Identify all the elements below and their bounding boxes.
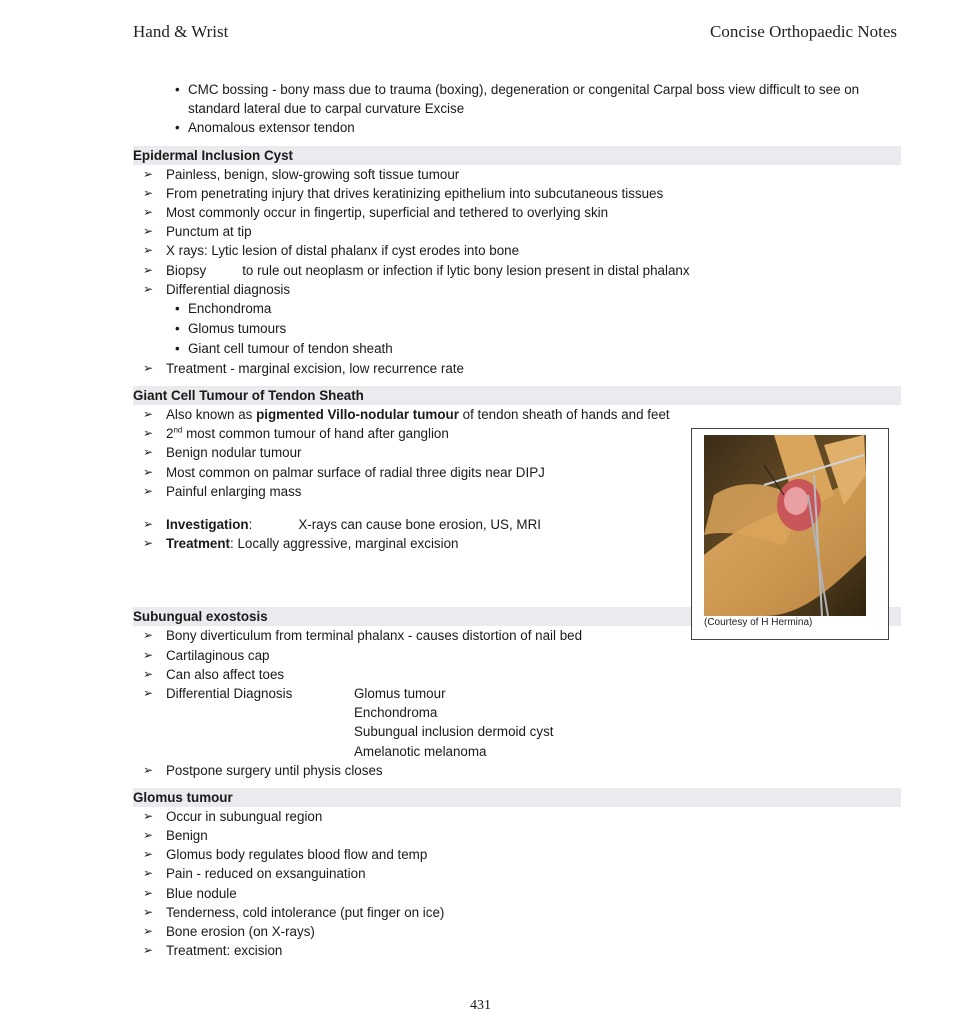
arrow-icon: ➢ xyxy=(143,185,154,200)
arrow-icon: ➢ xyxy=(143,360,154,375)
surgical-photo-drawing xyxy=(704,435,866,616)
list-item: ➢ Tenderness, cold intolerance (put finger on ice) xyxy=(133,903,901,922)
arrow-icon: ➢ xyxy=(143,166,154,181)
arrow-icon: ➢ xyxy=(143,464,154,479)
list-item: ➢ Cartilaginous cap xyxy=(133,646,901,665)
list-item: ➢ Bony diverticulum from terminal phalanx - causes distortion of nail bed xyxy=(133,626,901,645)
arrow-icon: ➢ xyxy=(143,924,154,939)
list-item: ➢ Occur in subungual region xyxy=(133,807,901,826)
list-item: ➢ Punctum at tip xyxy=(133,222,901,241)
arrow-icon: ➢ xyxy=(143,808,154,823)
ddx-entry: Amelanotic melanoma xyxy=(354,743,487,759)
list-item: ➢ 2nd most common tumour of hand after ganglion xyxy=(133,424,901,443)
sub-list-item: • Glomus tumours xyxy=(133,319,901,339)
list-item: ➢ Glomus body regulates blood flow and temp xyxy=(133,845,901,864)
intro-bullet-continuation: standard lateral due to carpal curvature Excise xyxy=(188,101,465,117)
bullet-dot: • xyxy=(175,82,180,97)
section-heading-subungual: Subungual exostosis xyxy=(133,607,901,626)
sub-list-item: • Enchondroma xyxy=(133,299,901,319)
arrow-icon: ➢ xyxy=(143,666,154,681)
section-heading-glomus: Glomus tumour xyxy=(133,788,901,807)
arrow-icon: ➢ xyxy=(143,685,154,700)
list-item-treatment: ➢ Treatment: Locally aggressive, marginal excision xyxy=(133,534,901,553)
arrow-icon: ➢ xyxy=(143,904,154,919)
figure-caption: (Courtesy of H Hermina) xyxy=(704,617,813,628)
bullet-dot: • xyxy=(175,320,180,336)
arrow-icon: ➢ xyxy=(143,847,154,862)
arrow-icon: ➢ xyxy=(143,762,154,777)
arrow-icon: ➢ xyxy=(143,483,154,498)
list-item: ➢ Benign nodular tumour xyxy=(133,443,901,462)
ddx-entry: Subungual inclusion dermoid cyst xyxy=(354,724,554,740)
list-item: ➢ Treatment: excision xyxy=(133,941,901,960)
bullet-dot: • xyxy=(175,340,180,356)
bullet-dot: • xyxy=(175,120,180,136)
sub-list-item: • Giant cell tumour of tendon sheath xyxy=(133,339,901,359)
list-item: ➢ X rays: Lytic lesion of distal phalanx if cyst erodes into bone xyxy=(133,241,901,260)
arrow-icon: ➢ xyxy=(143,281,154,296)
list-item: ➢ Most commonly occur in fingertip, superficial and tethered to overlying skin xyxy=(133,203,901,222)
arrow-icon: ➢ xyxy=(143,243,154,258)
list-item: ➢ Treatment - marginal excision, low recurrence rate xyxy=(133,359,901,378)
arrow-icon: ➢ xyxy=(143,426,154,441)
list-item: ➢ Most common on palmar surface of radial three digits near DIPJ xyxy=(133,463,901,482)
arrow-icon: ➢ xyxy=(143,517,154,532)
arrow-icon: ➢ xyxy=(143,628,154,643)
surgical-photo xyxy=(704,435,866,616)
list-item: ➢ Can also affect toes xyxy=(133,665,901,684)
arrow-icon: ➢ xyxy=(143,536,154,551)
clinical-photo-figure xyxy=(691,428,889,640)
running-header-right: Concise Orthopaedic Notes xyxy=(710,22,897,41)
ddx-entry: Enchondroma xyxy=(354,705,438,721)
list-item: ➢ Painless, benign, slow-growing soft tissue tumour xyxy=(133,165,901,184)
arrow-icon: ➢ xyxy=(143,943,154,958)
bullet-dot: • xyxy=(175,300,180,316)
list-item: ➢ Postpone surgery until physis closes xyxy=(133,761,901,780)
arrow-icon: ➢ xyxy=(143,262,154,277)
list-item: ➢ Bone erosion (on X-rays) xyxy=(133,922,901,941)
list-item: ➢ Also known as pigmented Villo-nodular tumour of tendon sheath of hands and feet xyxy=(133,405,901,424)
list-item: ➢ From penetrating injury that drives keratinizing epithelium into subcutaneous tissues xyxy=(133,184,901,203)
list-item: ➢ Blue nodule xyxy=(133,884,901,903)
list-item: ➢ Benign xyxy=(133,826,901,845)
running-header-left: Hand & Wrist xyxy=(133,22,229,41)
list-item: ➢ Differential diagnosis xyxy=(133,280,901,299)
arrow-icon: ➢ xyxy=(143,885,154,900)
arrow-icon: ➢ xyxy=(143,866,154,881)
arrow-icon: ➢ xyxy=(143,445,154,460)
list-item-biopsy: ➢ Biopsy to rule out neoplasm or infection if lytic bony lesion present in distal phalanx xyxy=(133,261,901,280)
arrow-icon: ➢ xyxy=(143,204,154,219)
page-number: 431 xyxy=(470,998,491,1013)
arrow-icon: ➢ xyxy=(143,224,154,239)
intro-bullet: • CMC bossing - bony mass due to trauma (boxing), degeneration or congenital Carpal boss view difficult to see on xyxy=(133,80,901,99)
section-heading-gct: Giant Cell Tumour of Tendon Sheath xyxy=(133,386,901,405)
intro-bullet: • Anomalous extensor tendon xyxy=(133,118,901,137)
arrow-icon: ➢ xyxy=(143,647,154,662)
section-heading-epidermal: Epidermal Inclusion Cyst xyxy=(133,146,901,165)
arrow-icon: ➢ xyxy=(143,407,154,422)
list-item-investigation: ➢ Investigation: X-rays can cause bone erosion, US, MRI xyxy=(133,515,901,534)
list-item: ➢ Pain - reduced on exsanguination xyxy=(133,864,901,883)
list-item: ➢ Painful enlarging mass xyxy=(133,482,901,501)
arrow-icon: ➢ xyxy=(143,828,154,843)
list-item-ddx: ➢ Differential Diagnosis Glomus tumour xyxy=(133,684,901,703)
